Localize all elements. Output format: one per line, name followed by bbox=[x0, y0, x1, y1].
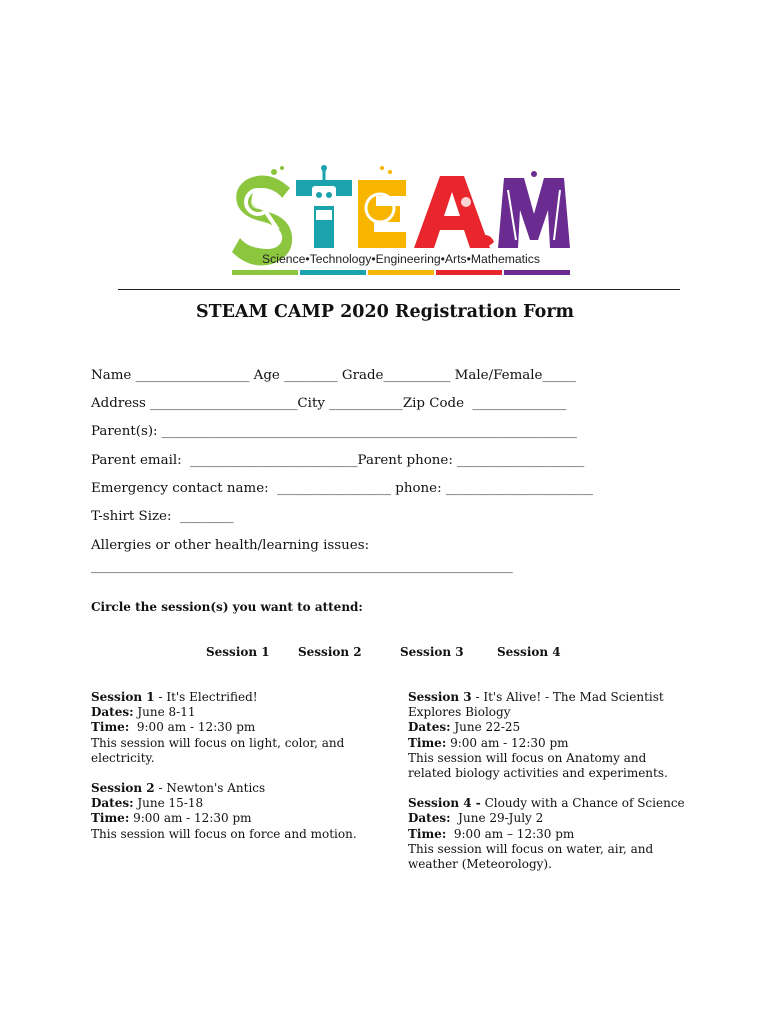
sessions-right-column bbox=[408, 690, 688, 887]
emergency-contact-line[interactable]: Emergency contact name: _________________ phone: ______________________ bbox=[91, 481, 594, 496]
session-4-label: Session 4 - bbox=[408, 796, 481, 811]
allergies-field-line[interactable]: _______________________________________________________________ bbox=[91, 559, 513, 574]
session-1-option[interactable]: Session 1 bbox=[206, 645, 270, 659]
session-4-name: Cloudy with a Chance of Science bbox=[480, 796, 685, 811]
logo-letter-e bbox=[358, 166, 406, 248]
session-1-description: This session will focus on light, color, and electricity. bbox=[91, 735, 345, 765]
session-4-dates-label: Dates: bbox=[408, 811, 451, 826]
session-2-time-label: Time: bbox=[91, 811, 130, 826]
session-2-time: 9:00 am - 12:30 pm bbox=[129, 811, 252, 826]
header-divider bbox=[118, 289, 680, 290]
session-3-description: This session will focus on Anatomy and related biology activities and experiments. bbox=[408, 750, 668, 781]
session-4-details bbox=[408, 796, 688, 872]
sessions-left-column bbox=[91, 690, 371, 857]
session-3-time: 9:00 am - 12:30 pm bbox=[446, 735, 569, 750]
session-4-option[interactable]: Session 4 bbox=[497, 645, 561, 659]
session-1-dates-label: Dates: bbox=[91, 705, 134, 720]
session-3-details bbox=[408, 690, 688, 781]
parent-contact-line[interactable]: Parent email: _________________________Parent phone: ___________________ bbox=[91, 453, 585, 468]
logo-letter-t bbox=[296, 165, 352, 248]
session-3-label: Session 3 bbox=[408, 690, 472, 704]
session-3-time-label: Time: bbox=[408, 735, 447, 750]
allergies-label: Allergies or other health/learning issues: bbox=[91, 538, 370, 553]
session-1-time: 9:00 am - 12:30 pm bbox=[129, 720, 256, 735]
session-2-option[interactable]: Session 2 bbox=[298, 645, 362, 659]
session-3-name: - It's Alive! - The Mad Scientist Explores Biology bbox=[408, 690, 664, 720]
session-1-details bbox=[91, 690, 371, 766]
session-4-time: 9:00 am – 12:30 pm bbox=[446, 826, 575, 841]
session-4-time-label: Time: bbox=[408, 826, 447, 841]
session-3-dates: June 22-25 bbox=[450, 720, 521, 735]
session-1-name: - It's Electrified! bbox=[154, 690, 258, 704]
session-4-dates: June 29-July 2 bbox=[450, 811, 544, 826]
session-2-dates-label: Dates: bbox=[91, 796, 134, 811]
session-4-description: This session will focus on water, air, and weather (Meteorology). bbox=[408, 841, 654, 872]
session-2-details bbox=[91, 781, 371, 842]
session-1-time-label: Time: bbox=[91, 720, 130, 735]
session-3-dates-label: Dates: bbox=[408, 720, 451, 735]
logo-letter-m bbox=[498, 171, 570, 248]
circle-sessions-label: Circle the session(s) you want to attend: bbox=[91, 600, 363, 614]
session-1-dates: June 8-11 bbox=[133, 705, 196, 720]
logo-letter-s bbox=[232, 166, 292, 266]
session-1-label: Session 1 bbox=[91, 690, 155, 704]
logo-color-bar bbox=[232, 270, 570, 275]
logo-tagline: Science•Technology•Engineering•Arts•Mathematics bbox=[262, 252, 540, 266]
parents-line[interactable]: Parent(s): ______________________________________________________________ bbox=[91, 424, 577, 439]
logo-letter-a bbox=[414, 176, 494, 248]
address-line[interactable]: Address ______________________City ___________Zip Code ______________ bbox=[91, 396, 567, 411]
steam-logo bbox=[228, 160, 574, 280]
session-3-option[interactable]: Session 3 bbox=[400, 645, 464, 659]
session-2-label: Session 2 bbox=[91, 781, 155, 796]
tshirt-size-line[interactable]: T-shirt Size: ________ bbox=[91, 509, 234, 524]
session-2-name: - Newton's Antics bbox=[154, 781, 266, 796]
session-2-description: This session will focus on force and motion. bbox=[91, 826, 357, 841]
page-title: STEAM CAMP 2020 Registration Form bbox=[195, 302, 575, 322]
name-age-grade-line[interactable]: Name _________________ Age ________ Grade__________ Male/Female_____ bbox=[91, 368, 576, 383]
session-2-dates: June 15-18 bbox=[133, 796, 204, 811]
